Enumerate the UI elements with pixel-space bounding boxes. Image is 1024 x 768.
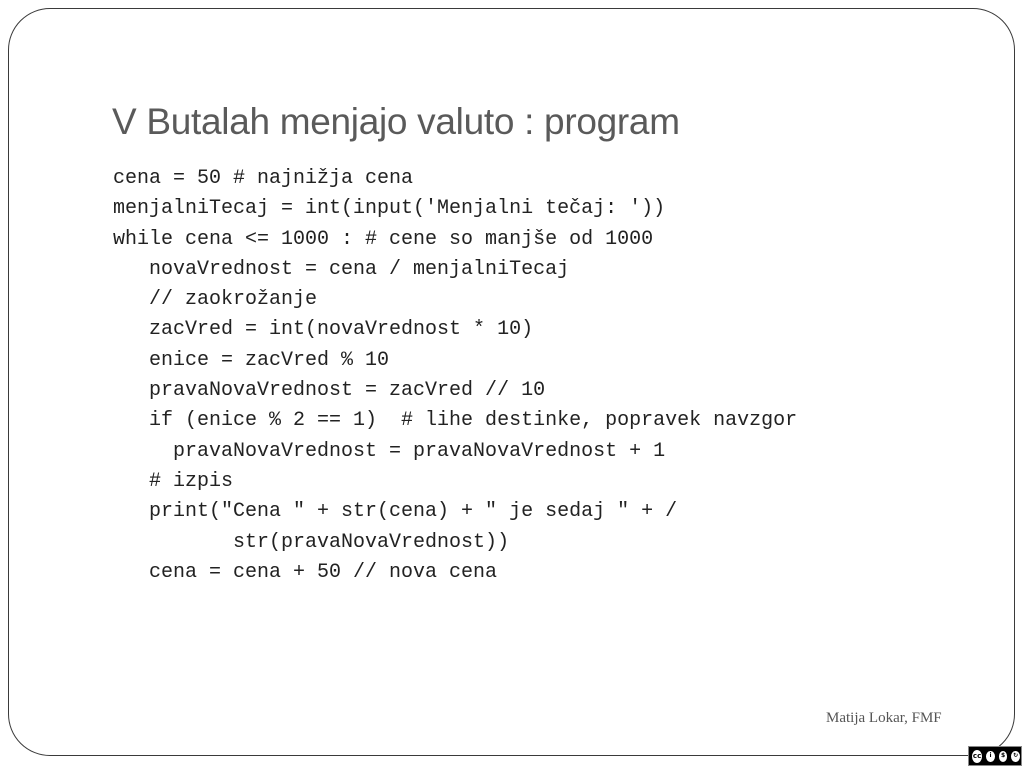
- code-line: menjalniTecaj = int(input('Menjalni tečaj: ')): [113, 197, 666, 221]
- by-icon: i: [985, 750, 996, 763]
- footer-author: Matija Lokar, FMF: [826, 710, 942, 726]
- code-line: print("Cena " + str(cena) + " je sedaj " + /: [113, 500, 678, 524]
- code-line: cena = cena + 50 // nova cena: [113, 560, 498, 584]
- code-block: [113, 164, 797, 588]
- code-line: pravaNovaVrednost = zacVred // 10: [113, 379, 546, 403]
- code-line: # izpis: [113, 469, 234, 493]
- cc-icon: cc: [971, 749, 983, 764]
- code-line: if (enice % 2 == 1) # lihe destinke, popravek navzgor: [113, 409, 798, 433]
- code-line: // zaokrožanje: [113, 288, 318, 312]
- nc-icon: $: [998, 750, 1009, 763]
- code-line: pravaNovaVrednost = pravaNovaVrednost + 1: [113, 439, 666, 463]
- code-line: enice = zacVred % 10: [113, 348, 390, 372]
- code-line: cena = 50 # najnižja cena: [113, 167, 414, 190]
- code-line: zacVred = int(novaVrednost * 10): [113, 318, 534, 342]
- code-line: str(pravaNovaVrednost)): [113, 530, 510, 554]
- code-line: novaVrednost = cena / menjalniTecaj: [113, 257, 570, 281]
- code-line: while cena <= 1000 : # cene so manjše od 1000: [113, 227, 654, 251]
- cc-license-badge[interactable]: [968, 746, 1022, 766]
- sa-icon: ↻: [1010, 750, 1021, 763]
- slide-title: V Butalah menjajo valuto : program: [112, 101, 680, 142]
